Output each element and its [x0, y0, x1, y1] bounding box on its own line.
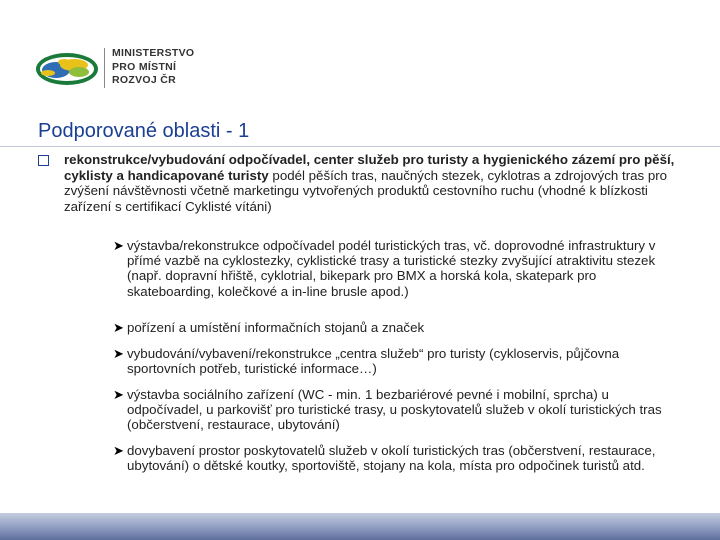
- logo-divider: [104, 48, 105, 88]
- logo-line-1: MINISTERSTVO: [112, 47, 195, 59]
- list-item-text: výstavba sociálního zařízení (WC - min. 1 bezbariérové pevné i mobilní, sprcha) u odpočívadel, u parkovišť pro turistické trasy, u poskytovatelů služeb v okolí turistických tras (občerstvení, restaurace, ubytování): [127, 387, 662, 433]
- list-item-text: pořízení a umístění informačních stojanů a značek: [127, 320, 425, 335]
- footer-bar: [0, 513, 720, 540]
- arrow-bullet-icon: ➤: [113, 346, 124, 361]
- list-item-text: dovybavení prostor poskytovatelů služeb v okolí turistických tras (občerstvení, restaurace, ubytování) o dětské koutky, sportoviště, stojany na kola, místa pro odpočinek turistů atd.: [127, 443, 656, 474]
- title-divider: [0, 146, 720, 147]
- ministry-emblem-icon: [34, 50, 100, 88]
- main-bullet-normal-text: podél pěších tras, naučných stezek, cyklotras a zdrojových tras pro zvýšení návštěvnosti včetně marketingu vytvořených produktů cestovního ruchu (vhodné k blízkosti zařízení s certifikací Cyklisté vítáni): [64, 167, 668, 214]
- page-title: Podporované oblasti - 1: [38, 120, 250, 142]
- list-item-text: vybudování/vybavení/rekonstrukce „centra služeb“ pro turisty (cykloservis, půjčovna sportovních potřeb, turistické informace…): [127, 346, 620, 377]
- ministry-logo-text: [112, 47, 194, 88]
- arrow-bullet-icon: ➤: [113, 387, 124, 402]
- list-item-text: výstavba/rekonstrukce odpočívadel podél turistických tras, vč. doprovodné infrastruktury v přímé vazbě na cyklostezky, cyklistické trasy a turistické stezky zvyšující atraktivitu stezek (např. dopravní hřiště, cyklotrial, bikepark pro BMX a horská kola, skatepark pro skateboarding, kolečkové a in-line brusle apod.): [127, 238, 656, 299]
- logo-line-2: PRO MÍSTNÍ: [112, 60, 177, 73]
- main-bullet-bold-text: rekonstrukce/vybudování odpočívadel, center služeb pro turisty a hygienického zázemí pro pěší, cyklisty a handicapované turisty: [64, 152, 675, 183]
- arrow-bullet-icon: ➤: [113, 238, 124, 253]
- main-bullet-text: [64, 152, 698, 214]
- checkbox-bullet-icon: [38, 155, 49, 166]
- arrow-bullet-icon: ➤: [113, 443, 124, 458]
- arrow-bullet-icon: ➤: [113, 320, 124, 335]
- logo-line-3: ROZVOJ ČR: [112, 74, 176, 86]
